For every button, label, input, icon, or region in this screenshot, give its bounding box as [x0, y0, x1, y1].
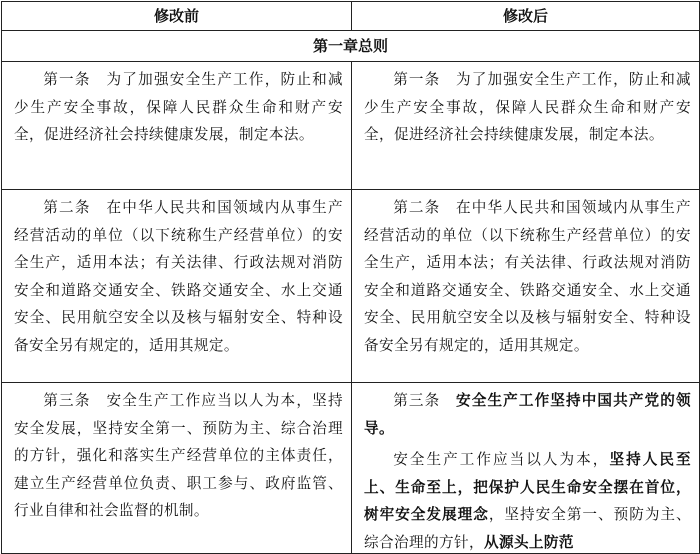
cell-before [2, 62, 352, 190]
header-after: 修改后 [352, 2, 700, 31]
amended-text: 坚持人民至上、生命至上，把保护人民生命安全摆在首位，树牢安全发展理念 [364, 451, 691, 524]
cell-after [352, 190, 700, 383]
article-paragraph-1 [364, 387, 691, 442]
cell-before [2, 190, 352, 383]
article-text: ，坚持安全第一、预防为主、综合治理的方针， [364, 506, 692, 551]
article-text: 第二条 在中华人民共和国领域内从事生产经营活动的单位（以下统称生产经营单位）的安全生产，适用本法；有关法律、行政法规对消防安全和道路交通安全、铁路交通安全、水上交通安全、民用航空安全以及核与辐射安全、特种设备安全另有规定的，适用其规定。 [364, 199, 691, 354]
cell-after [352, 383, 700, 554]
cell-before [2, 383, 352, 554]
chapter-row [2, 31, 700, 62]
article-paragraph-2 [364, 446, 691, 553]
amended-text: 安全生产工作坚持中国共产党的领导。 [364, 392, 691, 437]
comparison-table [1, 1, 700, 554]
table-row [2, 62, 700, 190]
table-row [2, 383, 700, 554]
header-row [2, 2, 700, 31]
article-text: 安全生产工作应当以人为本， [393, 451, 610, 469]
amended-text: 从源头上防范 [483, 533, 574, 551]
chapter-title: 第一章总则 [2, 31, 700, 62]
article-text: 第一条 为了加强安全生产工作，防止和减少生产安全事故，保障人民群众生命和财产安全，促进经济社会持续健康发展，制定本法。 [14, 71, 343, 144]
cell-after [352, 62, 700, 190]
header-before: 修改前 [2, 2, 352, 31]
article-text: 第三条 安全生产工作应当以人为本，坚持安全发展，坚持安全第一、预防为主、综合治理的方针，强化和落实生产经营单位的主体责任，建立生产经营单位负责、职工参与、政府监管、行业自律和社会监督的机制。 [14, 392, 343, 520]
article-lead: 第三条 [393, 392, 457, 409]
article-text: 第一条 为了加强安全生产工作，防止和减少生产安全事故，保障人民群众生命和财产安全，促进经济社会持续健康发展，制定本法。 [364, 71, 691, 144]
article-text: 第二条 在中华人民共和国领域内从事生产经营活动的单位（以下统称生产经营单位）的安全生产，适用本法；有关法律、行政法规对消防安全和道路交通安全、铁路交通安全、水上交通安全、民用航空安全以及核与辐射安全、特种设备安全另有规定的，适用其规定。 [14, 199, 343, 354]
table-row [2, 190, 700, 383]
